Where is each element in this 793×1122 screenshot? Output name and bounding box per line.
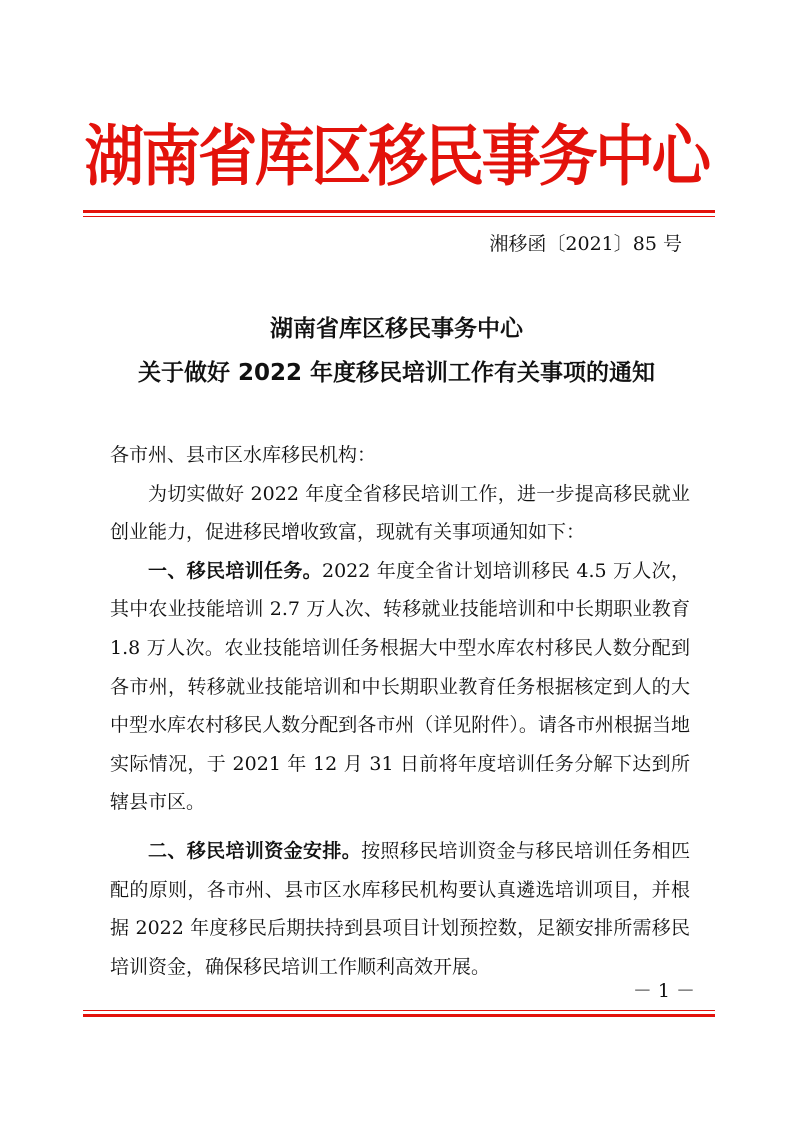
title-line-2: 关于做好 2022 年度移民培训工作有关事项的通知	[137, 360, 656, 386]
footer-rule-thick	[83, 1014, 715, 1017]
section-2-heading: 二、移民培训资金安排。	[148, 839, 362, 862]
document-body	[110, 436, 690, 986]
section-1-body: 2022 年度全省计划培训移民 4.5 万人次，其中农业技能培训 2.7 万人次、转移就业技能培训和中长期职业教育 1.8 万人次。农业技能培训任务根据大中型水库农村移民人数分配到各市州，转移就业技能培训和中长期职业教育任务根据核定到人的大中型水库农村移民人数分配到各市州（详见附件）。请各市州根据当地实际情况，于 2021 年 12 月 31 日前将年度培训任务分解下达到所辖县市区。	[110, 559, 690, 814]
masthead-rule-thick	[83, 210, 715, 213]
footer-rule-thin	[83, 1010, 715, 1011]
section-2-paragraph	[110, 832, 690, 986]
masthead-rule-thin	[83, 216, 715, 217]
section-1-paragraph	[110, 552, 690, 822]
section-1-heading: 一、移民培训任务。	[148, 559, 322, 582]
salutation: 各市州、县市区水库移民机构：	[110, 444, 377, 466]
masthead-org-name: 湖南省库区移民事务中心	[84, 118, 709, 195]
section-2-body: 按照移民培训资金与移民培训任务相匹配的原则，各市州、县市区水库移民机构要认真遴选培训项目，并根据 2022 年度移民后期扶持到县项目计划预控数，足额安排所需移民培训资金，确保移民培训工作顺利高效开展。	[110, 839, 690, 978]
document-number: 湘移函〔2021〕85 号	[489, 233, 682, 255]
page-number: － 1 －	[632, 980, 695, 1002]
intro-paragraph: 为切实做好 2022 年度全省移民培训工作，进一步提高移民就业创业能力，促进移民增收致富，现就有关事项通知如下：	[110, 482, 690, 544]
title-line-1: 湖南省库区移民事务中心	[270, 316, 523, 342]
